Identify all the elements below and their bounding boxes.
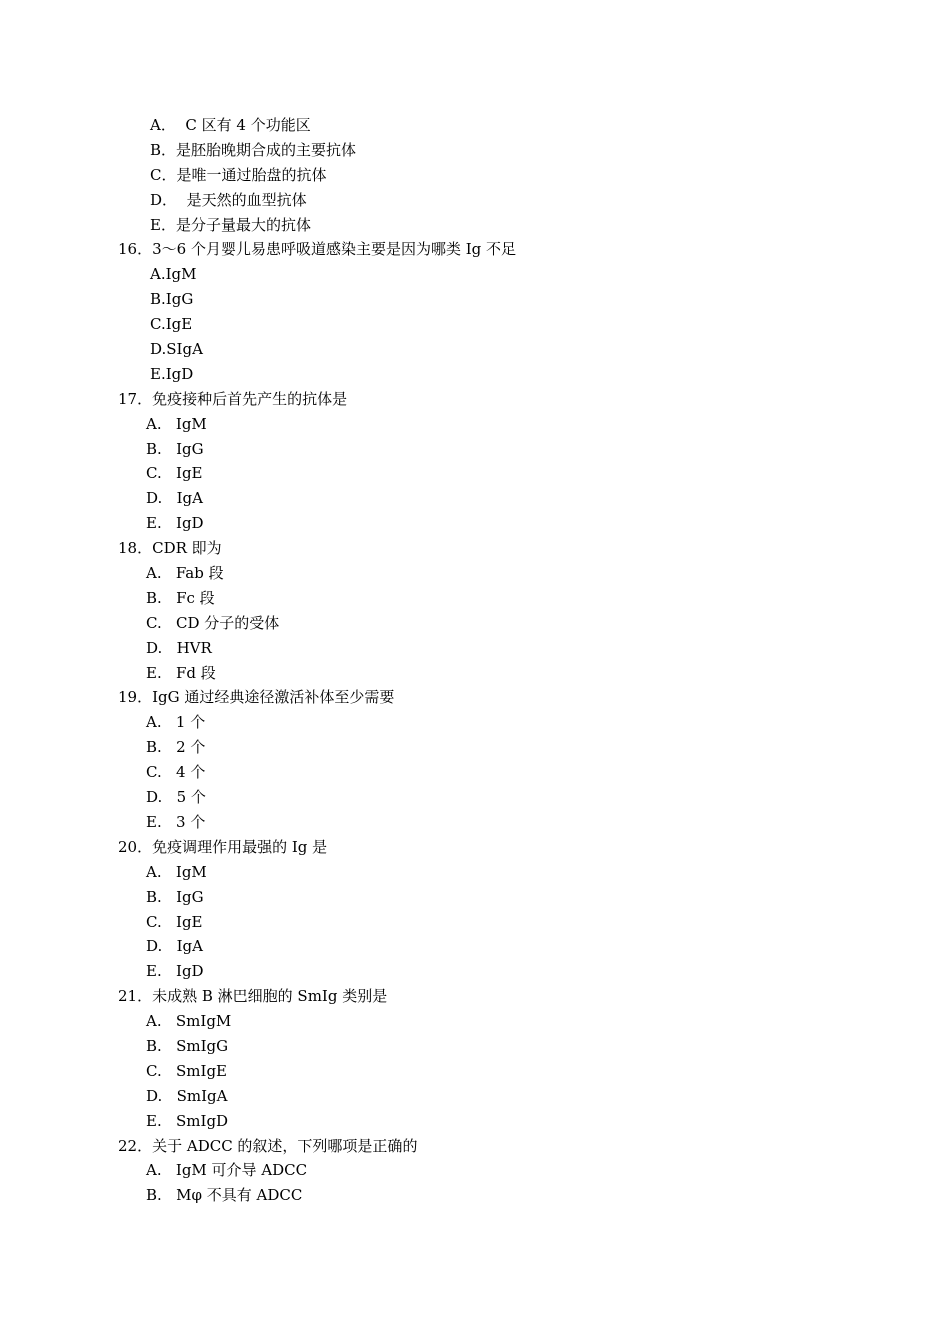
option-line: C. IgE	[146, 464, 203, 483]
question-16	[0, 237, 950, 386]
question-19	[0, 685, 950, 834]
question-22	[0, 1134, 950, 1209]
option-line: D. HVR	[146, 638, 212, 657]
option-line: E．是分子量最大的抗体	[150, 215, 311, 234]
option-line: D． 是天然的血型抗体	[150, 190, 307, 209]
option-line: B. Fc 段	[146, 588, 215, 607]
option-line: A. IgM	[146, 414, 207, 433]
option-line: A. 1 个	[146, 713, 206, 732]
option-line: E. SmIgD	[146, 1111, 229, 1130]
question-stem: 21．未成熟 B 淋巴细胞的 SmIg 类别是	[118, 987, 388, 1006]
option-line: C.IgE	[150, 315, 193, 334]
option-line: A. IgM	[146, 862, 207, 881]
option-line: A． C 区有 4 个功能区	[150, 116, 311, 134]
option-line: C. CD 分子的受体	[146, 613, 280, 632]
option-line: C．是唯一通过胎盘的抗体	[150, 165, 327, 184]
option-line: D. SmIgA	[146, 1086, 228, 1105]
option-line: D. IgA	[146, 937, 203, 956]
option-line: A. Fab 段	[146, 564, 224, 583]
question-stem: 20．免疫调理作用最强的 Ig 是	[118, 837, 328, 856]
option-line: D. 5 个	[146, 788, 206, 807]
option-line: E.IgD	[150, 364, 194, 383]
option-line: C. SmIgE	[146, 1061, 227, 1080]
question-stem: 19．IgG 通过经典途径激活补体至少需要	[118, 688, 395, 707]
option-line: D. IgA	[146, 489, 203, 508]
option-line: B. Mφ 不具有 ADCC	[146, 1186, 303, 1205]
option-line: B. SmIgG	[146, 1036, 229, 1055]
document-page	[0, 113, 950, 1208]
option-line: C. IgE	[146, 912, 203, 931]
question-20	[0, 835, 950, 984]
option-line: E. IgD	[146, 514, 204, 533]
option-line: B. 2 个	[146, 738, 206, 757]
option-line: E. IgD	[146, 962, 204, 981]
option-line: A. SmIgM	[146, 1012, 232, 1031]
question-stem: 22．关于 ADCC 的叙述，下列哪项是正确的	[118, 1136, 418, 1155]
option-line: C. 4 个	[146, 763, 206, 782]
option-line: A. IgM 可介导 ADCC	[146, 1161, 308, 1180]
option-line: B. IgG	[146, 887, 204, 906]
option-line: A.IgM	[150, 265, 197, 284]
question-21	[0, 984, 950, 1133]
option-line: E. 3 个	[146, 812, 206, 831]
question-stem: 16．3～6 个月婴儿易患呼吸道感染主要是因为哪类 Ig 不足	[118, 240, 517, 259]
question-15-options	[0, 113, 950, 237]
option-line: B. IgG	[146, 439, 204, 458]
question-18	[0, 536, 950, 685]
option-line: B.IgG	[150, 290, 194, 309]
option-line: D.SIgA	[150, 340, 203, 359]
option-line: E. Fd 段	[146, 663, 216, 682]
option-line: B．是胚胎晚期合成的主要抗体	[150, 140, 357, 159]
question-stem: 17．免疫接种后首先产生的抗体是	[118, 389, 348, 408]
question-17	[0, 387, 950, 536]
question-stem: 18．CDR 即为	[118, 539, 222, 558]
